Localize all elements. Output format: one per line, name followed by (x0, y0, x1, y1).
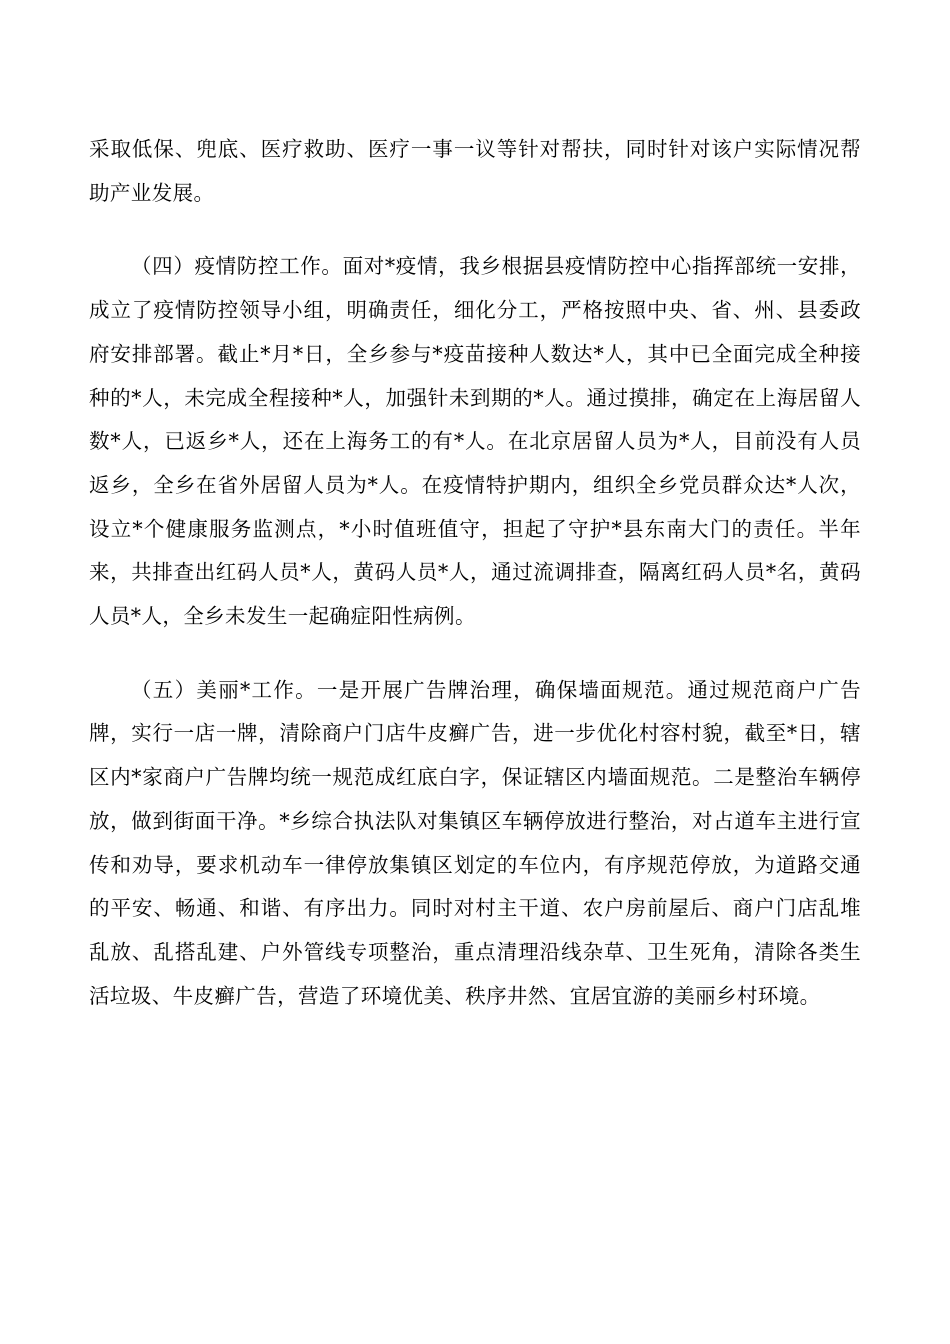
paragraph-epidemic-prevention: （四）疫情防控工作。面对*疫情，我乡根据县疫情防控中心指挥部统一安排，成立了疫情防控领导小组，明确责任，细化分工，严格按照中央、省、州、县委政府安排部署。截止*月*日，全乡参与*疫苗接种人数达*人，其中已全面完成全种接种的*人，未完成全程接种*人，加强针未到期的*人。通过摸排，确定在上海居留人数*人，已返乡*人，还在上海务工的有*人。在北京居留人员为*人，目前没有人员返乡，全乡在省外居留人员为*人。在疫情特护期内，组织全乡党员群众达*人次，设立*个健康服务监测点，*小时值班值守，担起了守护*县东南大门的责任。半年来，共排查出红码人员*人，黄码人员*人，通过流调排查，隔离红码人员*名，黄码人员*人，全乡未发生一起确症阳性病例。 (89, 254, 861, 629)
paragraph-continuation: 采取低保、兜底、医疗救助、医疗一事一议等针对帮扶，同时针对该户实际情况帮助产业发展。 (89, 137, 861, 205)
document-body (89, 128, 861, 1018)
paragraph-beautiful-village: （五）美丽*工作。一是开展广告牌治理，确保墙面规范。通过规范商户广告牌，实行一店一牌，清除商户门店牛皮癣广告，进一步优化村容村貌，截至*日，辖区内*家商户广告牌均统一规范成红底白字，保证辖区内墙面规范。二是整治车辆停放，做到街面干净。*乡综合执法队对集镇区车辆停放进行整治，对占道车主进行宣传和劝导，要求机动车一律停放集镇区划定的车位内，有序规范停放，为道路交通的平安、畅通、和谐、有序出力。同时对村主干道、农户房前屋后、商户门店乱堆乱放、乱搭乱建、户外管线专项整治，重点清理沿线杂草、卫生死角，清除各类生活垃圾、牛皮癣广告，营造了环境优美、秩序井然、宜居宜游的美丽乡村环境。 (89, 677, 861, 1008)
